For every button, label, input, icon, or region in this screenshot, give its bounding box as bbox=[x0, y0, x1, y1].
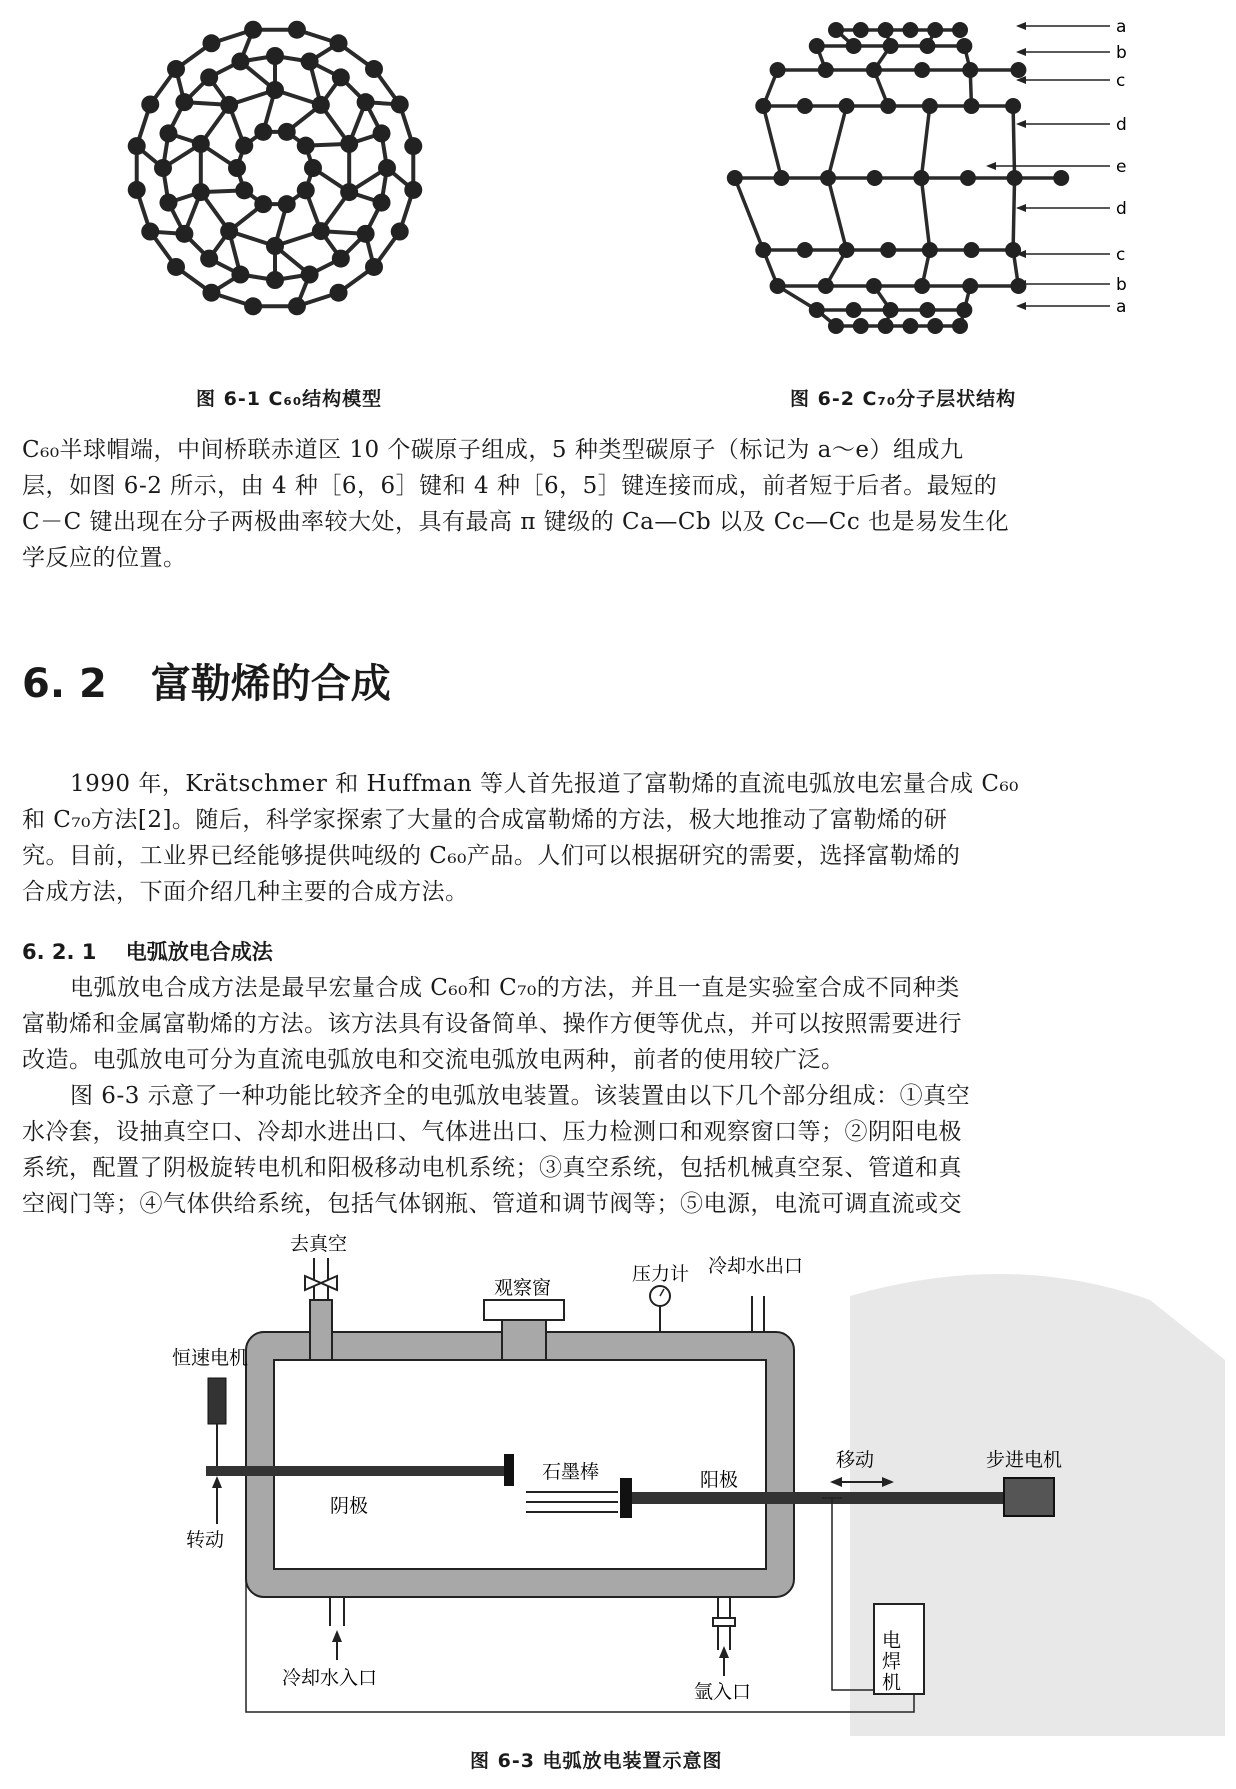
carbon-atom bbox=[902, 22, 918, 38]
c70-bond bbox=[921, 178, 930, 250]
carbon-atom bbox=[404, 137, 422, 155]
carbon-atom bbox=[853, 22, 869, 38]
carbon-atom bbox=[200, 250, 218, 268]
carbon-atom bbox=[963, 242, 979, 258]
carbon-atom bbox=[962, 62, 978, 78]
carbon-atom bbox=[883, 38, 899, 54]
carbon-atom bbox=[952, 318, 968, 334]
vacuum-valve-icon bbox=[305, 1276, 337, 1290]
paragraph-apparatus bbox=[22, 1078, 1218, 1222]
carbon-atom bbox=[202, 34, 220, 52]
layer-label: c bbox=[1116, 71, 1126, 91]
carbon-atom bbox=[913, 170, 929, 186]
carbon-atom bbox=[288, 21, 306, 39]
layer-label: b bbox=[1116, 43, 1127, 63]
stepper-motor-icon bbox=[1004, 1478, 1054, 1516]
carbon-atom bbox=[828, 318, 844, 334]
carbon-atom bbox=[254, 195, 272, 213]
carbon-atom bbox=[1010, 62, 1026, 78]
label-vacuum: 去真空 bbox=[290, 1233, 348, 1255]
carbon-atom bbox=[220, 96, 238, 114]
carbon-atom bbox=[880, 242, 896, 258]
cathode-rod bbox=[206, 1466, 510, 1476]
label-anode: 阳极 bbox=[700, 1469, 739, 1491]
arrow-left-icon bbox=[986, 162, 996, 170]
carbon-atom bbox=[228, 159, 246, 177]
carbon-atom bbox=[266, 81, 284, 99]
figure-6-3 bbox=[160, 1226, 1236, 1736]
label-stepper: 步进电机 bbox=[986, 1449, 1063, 1471]
carbon-atom bbox=[266, 271, 284, 289]
arrow-up-icon bbox=[332, 1630, 342, 1642]
text-line: 改造。电弧放电可分为直流电弧放电和交流电弧放电两种，前者的使用较广泛。 bbox=[22, 1047, 845, 1073]
label-welder: 电焊机 bbox=[879, 1630, 901, 1693]
carbon-atom bbox=[809, 302, 825, 318]
carbon-atom bbox=[878, 318, 894, 334]
subsection-heading bbox=[22, 936, 273, 966]
layer-label: a bbox=[1116, 297, 1127, 317]
carbon-atom bbox=[297, 181, 315, 199]
carbon-atom bbox=[927, 318, 943, 334]
text-line: 1990 年，Krätschmer 和 Huffman 等人首先报道了富勒烯的直流电弧放电宏量合成 C₆₀ bbox=[70, 771, 1019, 797]
carbon-atom bbox=[304, 159, 322, 177]
c70-bond bbox=[735, 178, 763, 250]
text-line: 图 6-3 示意了一种功能比较齐全的电弧放电装置。该装置由以下几个部分组成：①真空 bbox=[70, 1083, 971, 1109]
window-flange bbox=[484, 1300, 564, 1320]
figure-6-1 bbox=[110, 8, 440, 328]
carbon-atom bbox=[365, 60, 383, 78]
carbon-atom bbox=[278, 195, 296, 213]
carbon-atom bbox=[902, 318, 918, 334]
layer-label: b bbox=[1116, 275, 1127, 295]
carbon-atom bbox=[128, 137, 146, 155]
arrow-left-icon bbox=[1016, 48, 1026, 56]
carbon-atom bbox=[755, 242, 771, 258]
carbon-atom bbox=[192, 183, 210, 201]
layer-label: d bbox=[1116, 199, 1127, 219]
carbon-atom bbox=[159, 194, 177, 212]
carbon-atom bbox=[1005, 98, 1021, 114]
carbon-atom bbox=[254, 123, 272, 141]
figure-6-2-caption: 图 6-2 C₇₀分子层状结构 bbox=[790, 388, 1017, 410]
carbon-atom bbox=[159, 124, 177, 142]
arc-discharge-apparatus-diagram bbox=[160, 1226, 1236, 1736]
text-line: 和 C₇₀方法[2]。随后，科学家探索了大量的合成富勒烯的方法，极大地推动了富勒烯的研 bbox=[22, 807, 948, 833]
layer-label: c bbox=[1116, 245, 1126, 265]
carbon-atom bbox=[956, 38, 972, 54]
section-heading bbox=[22, 652, 391, 709]
layer-label: e bbox=[1116, 157, 1127, 177]
carbon-atom bbox=[391, 95, 409, 113]
window-port bbox=[502, 1318, 546, 1360]
constant-speed-motor-icon bbox=[208, 1378, 226, 1424]
vacuum-pipe bbox=[310, 1300, 332, 1360]
anode-rod bbox=[632, 1492, 1004, 1504]
label-move: 移动 bbox=[836, 1449, 875, 1471]
layer-label: d bbox=[1116, 115, 1127, 135]
carbon-atom bbox=[312, 222, 330, 240]
label-rotate: 转动 bbox=[186, 1529, 225, 1551]
carbon-atom bbox=[853, 318, 869, 334]
carbon-atom bbox=[880, 98, 896, 114]
c70-layered-structure-illustration bbox=[718, 8, 1138, 358]
text-line: 电弧放电合成方法是最早宏量合成 C₆₀和 C₇₀的方法，并且一直是实验室合成不同种类 bbox=[70, 975, 960, 1001]
carbon-atom bbox=[141, 223, 159, 241]
arrow-left-icon bbox=[1016, 22, 1026, 30]
carbon-atom bbox=[231, 52, 249, 70]
arrow-head-icon bbox=[212, 1476, 222, 1488]
carbon-atom bbox=[373, 124, 391, 142]
carbon-atom bbox=[927, 22, 943, 38]
carbon-atom bbox=[919, 302, 935, 318]
carbon-atom bbox=[818, 278, 834, 294]
carbon-atom bbox=[1053, 170, 1069, 186]
carbon-atom bbox=[340, 135, 358, 153]
anode-tip bbox=[620, 1478, 632, 1518]
carbon-atom bbox=[828, 22, 844, 38]
carbon-atom bbox=[960, 170, 976, 186]
cathode-tip bbox=[504, 1454, 514, 1486]
carbon-atom bbox=[773, 170, 789, 186]
carbon-atom bbox=[952, 22, 968, 38]
carbon-atom bbox=[914, 62, 930, 78]
carbon-atom bbox=[755, 98, 771, 114]
carbon-atom bbox=[235, 181, 253, 199]
c70-layer-labels bbox=[986, 17, 1127, 317]
arrow-left-icon bbox=[1016, 120, 1026, 128]
subsection-title: 电弧放电合成法 bbox=[125, 940, 273, 964]
carbon-atom bbox=[192, 135, 210, 153]
argon-valve-icon bbox=[713, 1618, 735, 1626]
text-line: C－C 键出现在分子两极曲率较大处，具有最高 π 键级的 Ca—Cb 以及 Cc—Cc 也是易发生化 bbox=[22, 509, 1010, 535]
arrow-left-icon bbox=[830, 1477, 842, 1487]
arrow-left-icon bbox=[1016, 204, 1026, 212]
carbon-atom bbox=[235, 137, 253, 155]
label-gauge: 压力计 bbox=[632, 1263, 690, 1285]
carbon-atom bbox=[175, 93, 193, 111]
carbon-atom bbox=[770, 62, 786, 78]
c70-bond bbox=[763, 106, 781, 178]
paragraph-c70-description bbox=[22, 432, 1218, 576]
figure-6-2 bbox=[718, 8, 1138, 358]
carbon-atom bbox=[846, 38, 862, 54]
figure-6-1-caption: 图 6-1 C₆₀结构模型 bbox=[196, 388, 383, 410]
carbon-atom bbox=[963, 98, 979, 114]
carbon-atom bbox=[141, 95, 159, 113]
carbon-atom bbox=[914, 278, 930, 294]
carbon-atom bbox=[167, 60, 185, 78]
carbon-atom bbox=[332, 250, 350, 268]
label-water-out: 冷却水出口 bbox=[708, 1255, 804, 1277]
carbon-atom bbox=[922, 98, 938, 114]
carbon-atom bbox=[962, 278, 978, 294]
text-line: 水冷套，设抽真空口、冷却水进出口、气体进出口、压力检测口和观察窗口等；②阴阳电极 bbox=[22, 1119, 962, 1145]
carbon-atom bbox=[357, 93, 375, 111]
label-motor-const: 恒速电机 bbox=[172, 1347, 249, 1369]
c60-molecule-illustration bbox=[110, 8, 440, 328]
paragraph-synthesis-intro bbox=[22, 766, 1218, 910]
carbon-atom bbox=[404, 181, 422, 199]
carbon-atom bbox=[365, 258, 383, 276]
carbon-atom bbox=[378, 159, 396, 177]
text-line: 富勒烯和金属富勒烯的方法。该方法具有设备简单、操作方便等优点，并可以按照需要进行 bbox=[22, 1011, 962, 1037]
carbon-atom bbox=[820, 170, 836, 186]
section-title: 富勒烯的合成 bbox=[150, 661, 391, 707]
carbon-atom bbox=[244, 21, 262, 39]
carbon-atom bbox=[231, 266, 249, 284]
section-number: 6. 2 bbox=[22, 661, 107, 707]
label-window: 观察窗 bbox=[494, 1277, 552, 1299]
carbon-atom bbox=[878, 22, 894, 38]
carbon-atom bbox=[301, 52, 319, 70]
carbon-atom bbox=[883, 302, 899, 318]
text-line: 层，如图 6-2 所示，由 4 种［6，6］键和 4 种［6，5］键连接而成，前者短于后者。最短的 bbox=[22, 473, 998, 499]
carbon-atom bbox=[770, 278, 786, 294]
carbon-atom bbox=[839, 242, 855, 258]
carbon-atom bbox=[1007, 170, 1023, 186]
carbon-atom bbox=[330, 34, 348, 52]
carbon-atom bbox=[809, 38, 825, 54]
carbon-atom bbox=[175, 225, 193, 243]
vacuum-chamber bbox=[274, 1360, 766, 1569]
carbon-atom bbox=[340, 183, 358, 201]
carbon-atom bbox=[797, 242, 813, 258]
carbon-atom bbox=[167, 258, 185, 276]
carbon-atom bbox=[312, 96, 330, 114]
label-water-in: 冷却水入口 bbox=[282, 1667, 378, 1689]
carbon-atom bbox=[846, 302, 862, 318]
text-line: 系统，配置了阴极旋转电机和阳极移动电机系统；③真空系统，包括机械真空泵、管道和真 bbox=[22, 1155, 962, 1181]
layer-label: a bbox=[1116, 17, 1127, 37]
paragraph-arc-discharge bbox=[22, 970, 1218, 1078]
c70-bond bbox=[828, 106, 846, 178]
carbon-atom bbox=[727, 170, 743, 186]
carbon-atom bbox=[297, 137, 315, 155]
label-argon: 氩入口 bbox=[694, 1681, 752, 1703]
c70-bond bbox=[1013, 178, 1014, 250]
c60-atoms bbox=[128, 21, 423, 316]
c70-bond bbox=[828, 178, 846, 250]
carbon-atom bbox=[839, 98, 855, 114]
carbon-atom bbox=[301, 266, 319, 284]
carbon-atom bbox=[818, 62, 834, 78]
carbon-atom bbox=[922, 242, 938, 258]
carbon-atom bbox=[278, 123, 296, 141]
text-line: 究。目前，工业界已经能够提供吨级的 C₆₀产品。人们可以根据研究的需要，选择富勒烯的 bbox=[22, 843, 961, 869]
carbon-atom bbox=[154, 159, 172, 177]
arrow-left-icon bbox=[1016, 302, 1026, 310]
c70-bond bbox=[1013, 106, 1014, 178]
text-line: 空阀门等；④气体供给系统，包括气体钢瓶、管道和调节阀等；⑤电源，电流可调直流或交 bbox=[22, 1191, 962, 1217]
carbon-atom bbox=[128, 181, 146, 199]
carbon-atom bbox=[357, 225, 375, 243]
carbon-atom bbox=[373, 194, 391, 212]
text-line: 学反应的位置。 bbox=[22, 545, 187, 571]
carbon-atom bbox=[867, 170, 883, 186]
carbon-atom bbox=[866, 62, 882, 78]
carbon-atom bbox=[391, 223, 409, 241]
carbon-atom bbox=[200, 68, 218, 86]
label-cathode: 阴极 bbox=[330, 1495, 369, 1517]
text-line: C₆₀半球帽端，中间桥联赤道区 10 个碳原子组成，5 种类型碳原子（标记为 a～e）组成九 bbox=[22, 437, 964, 463]
carbon-atom bbox=[330, 284, 348, 302]
carbon-atom bbox=[1005, 242, 1021, 258]
carbon-atom bbox=[288, 297, 306, 315]
c70-bond bbox=[921, 106, 930, 178]
carbon-atom bbox=[866, 278, 882, 294]
carbon-atom bbox=[797, 98, 813, 114]
carbon-atom bbox=[956, 302, 972, 318]
text-line: 合成方法，下面介绍几种主要的合成方法。 bbox=[22, 879, 469, 905]
carbon-atom bbox=[266, 237, 284, 255]
carbon-atom bbox=[220, 222, 238, 240]
carbon-atom bbox=[244, 297, 262, 315]
carbon-atom bbox=[919, 38, 935, 54]
carbon-atom bbox=[332, 68, 350, 86]
carbon-atom bbox=[266, 47, 284, 65]
figure-6-3-caption: 图 6-3 电弧放电装置示意图 bbox=[470, 1750, 723, 1772]
subsection-number: 6. 2. 1 bbox=[22, 940, 97, 964]
carbon-atom bbox=[202, 284, 220, 302]
label-graphite: 石墨棒 bbox=[542, 1461, 600, 1483]
